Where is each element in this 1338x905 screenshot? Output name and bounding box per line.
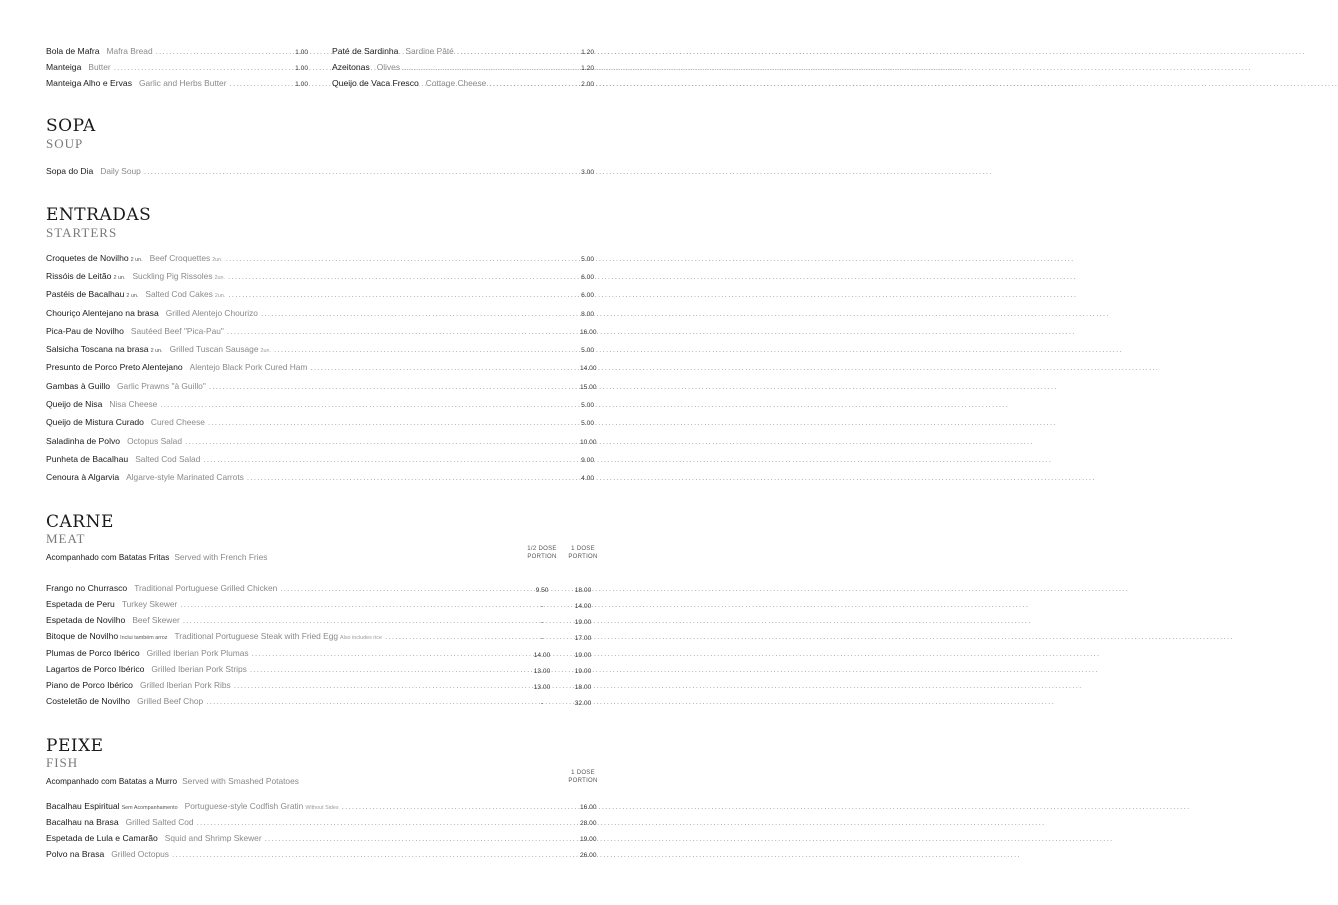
note-pt: Acompanhado com Batatas Fritas	[46, 553, 170, 562]
column-header-half-line2: PORTION	[527, 554, 557, 560]
item-price: 1.00	[295, 49, 308, 56]
menu-item	[46, 664, 524, 678]
menu-item	[46, 381, 597, 395]
item-translation: Mafra Bread	[106, 46, 153, 56]
leader-dots	[247, 473, 577, 482]
item-translation-note: 2un.	[260, 348, 271, 354]
menu-item	[46, 289, 594, 303]
item-name: Lagartos de Porco Ibérico	[46, 664, 145, 674]
menu-item	[46, 308, 594, 322]
item-translation: Turkey Skewer	[121, 599, 178, 609]
leader-dots	[250, 665, 521, 674]
item-price-half: 13.00	[533, 668, 551, 675]
menu-item	[46, 436, 597, 450]
item-price: 8.00	[581, 311, 594, 318]
item-price: 10.00	[580, 439, 597, 446]
leader-dots	[457, 47, 577, 56]
menu-item	[46, 583, 524, 597]
leader-dots	[144, 167, 577, 176]
leader-dots	[228, 290, 577, 299]
menu-item	[46, 46, 308, 60]
item-translation-note: 2un.	[212, 257, 223, 263]
item-translation: Nisa Cheese	[109, 399, 158, 409]
leader-dots	[261, 309, 577, 318]
section-title-starters: ENTRADAS	[46, 205, 152, 225]
leader-dots	[280, 584, 521, 593]
item-price: 19.00	[574, 652, 592, 659]
item-name: Pica-Pau de Novilho	[46, 326, 124, 336]
item-price: 17.00	[574, 635, 592, 642]
menu-item	[46, 833, 597, 847]
item-price: 9.00	[581, 457, 594, 464]
leader-dots	[209, 382, 577, 391]
item-price: 1.00	[295, 81, 308, 88]
column-header-full	[561, 769, 605, 785]
menu-page	[0, 0, 640, 905]
leader-dots	[230, 79, 291, 88]
item-translation: Grilled Iberian Pork Ribs	[139, 680, 231, 690]
menu-item	[46, 648, 524, 662]
leader-dots	[160, 400, 577, 409]
item-name: Espetada de Lula e Camarão	[46, 833, 158, 843]
column-header-full-line1: 1 DOSE	[571, 770, 595, 776]
item-name: Queijo de Vaca Fresco	[332, 78, 419, 88]
item-translation: Grilled Alentejo Chourizo	[165, 308, 258, 318]
menu-item	[46, 78, 308, 92]
menu-item	[46, 680, 524, 694]
item-name: Cenoura à Algarvia	[46, 472, 120, 482]
item-translation: Butter	[88, 62, 111, 72]
item-name: Pastéis de Bacalhau	[46, 289, 125, 299]
item-price-half: -	[540, 619, 544, 626]
item-price: 1.00	[295, 65, 308, 72]
leader-dots	[274, 345, 577, 354]
item-translation-note: Also includes rice	[340, 635, 382, 641]
menu-item	[46, 631, 524, 645]
section-subtitle-starters: STARTERS	[46, 225, 118, 240]
leader-dots	[403, 63, 577, 72]
item-name: Espetada de Peru	[46, 599, 115, 609]
item-name: Sopa do Dia	[46, 166, 94, 176]
item-translation: Cured Cheese	[150, 417, 205, 427]
item-name: Frango no Churrasco	[46, 583, 128, 593]
item-translation: Garlic Prawns "à Guillo"	[117, 381, 206, 391]
item-name: Azeitonas	[332, 62, 370, 72]
section-note-meat	[46, 552, 267, 562]
item-translation: Beef Skewer	[132, 615, 180, 625]
item-translation: Traditional Portuguese Grilled Chicken	[134, 583, 278, 593]
leader-dots	[203, 455, 577, 464]
section-subtitle-soup: SOUP	[46, 136, 84, 151]
item-name: Bola de Mafra	[46, 46, 100, 56]
item-price: 5.00	[581, 420, 594, 427]
leader-dots	[197, 818, 577, 827]
item-price: 32.00	[574, 700, 592, 707]
item-translation: Sardine Pâté	[405, 46, 454, 56]
section-title-meat: CARNE	[46, 512, 114, 532]
menu-item	[46, 817, 597, 831]
section-note-fish	[46, 776, 299, 786]
leader-dots	[228, 272, 577, 281]
leader-dots	[342, 802, 577, 811]
item-translation: Grilled Salted Cod	[125, 817, 194, 827]
menu-item	[46, 696, 524, 710]
item-translation: Grilled Beef Chop	[137, 696, 204, 706]
leader-dots	[252, 649, 521, 658]
item-price: 15.00	[580, 384, 597, 391]
item-price: 16.00	[580, 329, 597, 336]
item-price: 19.00	[574, 668, 592, 675]
item-name-note: 2 un.	[113, 275, 126, 281]
item-translation: Grilled Tuscan Sausage	[169, 344, 259, 354]
note-en: Served with Smashed Potatoes	[182, 776, 299, 786]
item-price: 1.20	[581, 65, 594, 72]
item-price: 6.00	[581, 292, 594, 299]
leader-dots	[489, 79, 577, 88]
item-name: Plumas de Porco Ibérico	[46, 648, 140, 658]
menu-item	[332, 62, 594, 76]
item-name-note: 2 un.	[126, 293, 139, 299]
leader-dots	[180, 600, 521, 609]
column-header-full-line2: PORTION	[568, 778, 598, 784]
item-price: 5.00	[581, 347, 594, 354]
column-header-full-line1: 1 DOSE	[571, 546, 595, 552]
item-name: Bacalhau Espiritual	[46, 801, 120, 811]
item-price: 5.00	[581, 402, 594, 409]
item-name: Croquetes de Novilho	[46, 253, 129, 263]
leader-dots	[310, 363, 577, 372]
section-title-soup: SOPA	[46, 116, 96, 136]
column-header-half	[520, 545, 564, 561]
item-name: Espetada de Novilho	[46, 615, 126, 625]
item-translation: Cottage Cheese	[425, 78, 487, 88]
item-price-half: -	[540, 635, 544, 642]
item-translation: Beef Croquettes	[149, 253, 211, 263]
menu-item	[46, 166, 594, 180]
item-translation: Traditional Portuguese Steak with Fried Egg	[174, 631, 339, 641]
item-translation: Suckling Pig Rissoles	[132, 271, 213, 281]
item-translation: Algarve-style Marinated Carrots	[126, 472, 244, 482]
item-translation-note: Without Sides	[305, 805, 339, 811]
item-price: 26.00	[580, 852, 597, 859]
item-name: Rissóis de Leitão	[46, 271, 112, 281]
leader-dots	[226, 254, 577, 263]
section-title-fish: PEIXE	[46, 736, 104, 756]
item-name: Queijo de Mistura Curado	[46, 417, 144, 427]
item-price-half: -	[540, 603, 544, 610]
menu-item	[46, 62, 308, 76]
menu-item	[46, 399, 594, 413]
leader-dots	[385, 632, 521, 641]
item-price: 14.00	[574, 603, 592, 610]
item-translation: Daily Soup	[100, 166, 141, 176]
menu-item	[46, 417, 594, 431]
section-subtitle-fish: FISH	[46, 755, 79, 770]
item-translation: Alentejo Black Pork Cured Ham	[189, 362, 308, 372]
item-name: Paté de Sardinha	[332, 46, 399, 56]
item-name-note: Sem Acompanhamento	[121, 805, 178, 811]
leader-dots	[206, 697, 521, 706]
item-name: Punheta de Bacalhau	[46, 454, 129, 464]
menu-item	[46, 326, 597, 340]
item-name-note: 2 un.	[150, 348, 163, 354]
item-price: 3.00	[581, 169, 594, 176]
item-name: Queijo de Nisa	[46, 399, 103, 409]
item-price-half: 9.50	[535, 587, 549, 594]
item-name: Presunto de Porco Preto Alentejano	[46, 362, 183, 372]
leader-dots	[227, 327, 577, 336]
item-price-half: 13.00	[533, 684, 551, 691]
item-name: Costeletão de Novilho	[46, 696, 131, 706]
item-translation: Salted Cod Salad	[135, 454, 201, 464]
item-translation: Grilled Octopus	[111, 849, 169, 859]
item-name: Saladinha de Polvo	[46, 436, 121, 446]
leader-dots	[114, 63, 291, 72]
item-name: Chouriço Alentejano na brasa	[46, 308, 159, 318]
leader-dots	[172, 850, 577, 859]
item-name: Salsicha Toscana na brasa	[46, 344, 149, 354]
item-name: Manteiga Alho e Ervas	[46, 78, 132, 88]
leader-dots	[156, 47, 291, 56]
item-price: 4.00	[581, 475, 594, 482]
item-translation-note: 2un.	[214, 275, 226, 281]
item-price: 28.00	[580, 820, 597, 827]
note-en: Served with French Fries	[174, 552, 268, 562]
leader-dots	[185, 437, 577, 446]
menu-item	[46, 801, 597, 815]
item-name: Manteiga	[46, 62, 82, 72]
menu-item	[46, 362, 597, 376]
item-price-half: 14.00	[533, 652, 551, 659]
item-price: 14.00	[580, 365, 597, 372]
item-price: 18.00	[574, 587, 592, 594]
menu-item	[46, 849, 597, 863]
section-subtitle-meat: MEAT	[46, 531, 86, 546]
item-translation-note: 2un.	[214, 293, 226, 299]
column-header-full-line2: PORTION	[568, 554, 598, 560]
item-translation: Portuguese-style Codfish Gratin	[184, 801, 304, 811]
item-translation: Grilled Iberian Pork Plumas	[146, 648, 249, 658]
column-header-half-line1: 1/2 DOSE	[527, 546, 557, 552]
item-price: 2.00	[581, 81, 594, 88]
menu-item	[46, 472, 594, 486]
menu-item	[46, 454, 594, 468]
item-name: Bacalhau na Brasa	[46, 817, 119, 827]
item-price-half: -	[540, 700, 544, 707]
item-translation: Grilled Iberian Pork Strips	[151, 664, 247, 674]
item-price: 18.00	[574, 684, 592, 691]
item-price: 19.00	[574, 619, 592, 626]
item-name-note: 2 un.	[130, 257, 143, 263]
item-name: Bitoque de Novilho	[46, 631, 119, 641]
item-price: 16.00	[580, 804, 597, 811]
leader-dots	[183, 616, 521, 625]
menu-item	[332, 46, 594, 60]
note-pt: Acompanhado com Batatas a Murro	[46, 777, 178, 786]
item-translation: Garlic and Herbs Butter	[139, 78, 227, 88]
menu-item	[46, 599, 524, 613]
leader-dots	[234, 681, 521, 690]
item-price: 6.00	[581, 274, 594, 281]
item-translation: Salted Cod Cakes	[145, 289, 213, 299]
menu-item	[46, 271, 594, 285]
menu-item	[332, 78, 594, 92]
item-name-note: Inclui também arroz	[120, 635, 168, 641]
item-translation: Octopus Salad	[127, 436, 182, 446]
item-price: 1.20	[581, 49, 594, 56]
item-name: Piano de Porco Ibérico	[46, 680, 133, 690]
menu-item	[46, 253, 594, 267]
item-name: Polvo na Brasa	[46, 849, 105, 859]
menu-item	[46, 615, 524, 629]
item-translation: Squid and Shrimp Skewer	[164, 833, 262, 843]
menu-item	[46, 344, 594, 358]
item-price: 19.00	[580, 836, 597, 843]
leader-dots	[265, 834, 577, 843]
item-name: Gambas à Guillo	[46, 381, 111, 391]
item-price: 5.00	[581, 256, 594, 263]
column-header-full	[561, 545, 605, 561]
leader-dots	[208, 418, 577, 427]
item-translation: Sautéed Beef "Pica-Pau"	[130, 326, 224, 336]
item-translation: Olives	[376, 62, 401, 72]
